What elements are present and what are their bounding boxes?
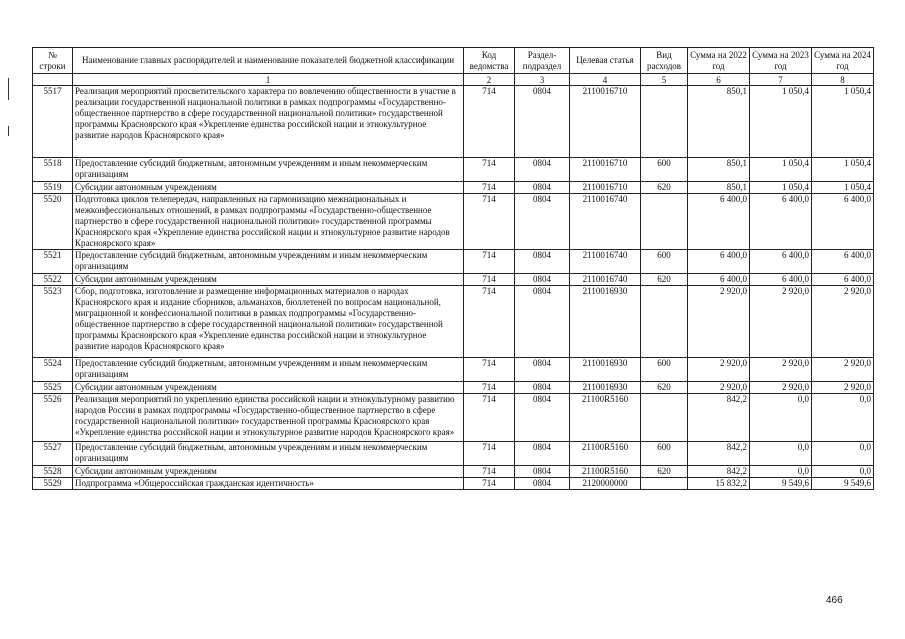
row-section: 0804 bbox=[515, 394, 570, 442]
column-number-row bbox=[33, 74, 874, 86]
table-row bbox=[33, 442, 874, 466]
row-sum-2022: 842,2 bbox=[688, 466, 750, 478]
margin-marks bbox=[8, 78, 10, 138]
row-number: 5529 bbox=[33, 478, 73, 490]
row-name: Предоставление субсидий бюджетным, автономным учреждениям и иным некоммерческим организациям bbox=[73, 442, 464, 466]
row-name: Подготовка циклов телепередач, направленных на гармонизацию межнациональных и межконфессиональных отношений, в рамках подпрограммы «Государственно-общественное партнерство в сфере государственной национальной политики» государственной программы Красноярского края «Укрепление единства российской нации и этнокультурное развитие народов Красноярского края» bbox=[73, 194, 464, 250]
column-number bbox=[33, 74, 73, 86]
row-sum-2024: 1 050,4 bbox=[812, 158, 874, 182]
budget-table bbox=[32, 47, 874, 490]
row-dept-code: 714 bbox=[464, 358, 515, 382]
row-sum-2022: 6 400,0 bbox=[688, 194, 750, 250]
header-dept-code: Код ведомства bbox=[464, 48, 515, 74]
row-expense-type bbox=[641, 194, 688, 250]
table-row bbox=[33, 286, 874, 358]
row-sum-2024: 0,0 bbox=[812, 466, 874, 478]
row-target: 2110016740 bbox=[570, 250, 641, 274]
row-sum-2023: 0,0 bbox=[750, 394, 812, 442]
row-target: 2110016740 bbox=[570, 274, 641, 286]
row-target: 2110016710 bbox=[570, 86, 641, 158]
row-sum-2022: 6 400,0 bbox=[688, 250, 750, 274]
column-number: 5 bbox=[641, 74, 688, 86]
row-dept-code: 714 bbox=[464, 86, 515, 158]
row-sum-2023: 1 050,4 bbox=[750, 158, 812, 182]
row-sum-2022: 2 920,0 bbox=[688, 358, 750, 382]
row-sum-2024: 2 920,0 bbox=[812, 358, 874, 382]
row-expense-type: 600 bbox=[641, 358, 688, 382]
header-sum-2022: Сумма на 2022 год bbox=[688, 48, 750, 74]
row-sum-2024: 1 050,4 bbox=[812, 86, 874, 158]
table-row bbox=[33, 86, 874, 158]
row-section: 0804 bbox=[515, 86, 570, 158]
row-target: 2110016710 bbox=[570, 182, 641, 194]
row-name: Субсидии автономным учреждениям bbox=[73, 274, 464, 286]
row-sum-2024: 2 920,0 bbox=[812, 286, 874, 358]
row-section: 0804 bbox=[515, 358, 570, 382]
header-sum-2023: Сумма на 2023 год bbox=[750, 48, 812, 74]
row-name: Предоставление субсидий бюджетным, автономным учреждениям и иным некоммерческим организациям bbox=[73, 358, 464, 382]
table-row bbox=[33, 478, 874, 490]
table-row bbox=[33, 194, 874, 250]
budget-table-container bbox=[32, 47, 874, 490]
row-number: 5528 bbox=[33, 466, 73, 478]
row-target: 2110016930 bbox=[570, 382, 641, 394]
row-sum-2024: 9 549,6 bbox=[812, 478, 874, 490]
column-number: 8 bbox=[812, 74, 874, 86]
row-name: Реализация мероприятий просветительского характера по вовлечению общественности в участие в реализации государственной национальной политики в рамках подпрограммы «Государственно-общественное партнерство в сфере государственной национальной политики» государственной программы Красноярского края «Укрепление единства российской нации и этнокультурное развитие народов Красноярского края» bbox=[73, 86, 464, 158]
row-name: Субсидии автономным учреждениям bbox=[73, 182, 464, 194]
row-number: 5521 bbox=[33, 250, 73, 274]
column-number: 6 bbox=[688, 74, 750, 86]
row-sum-2023: 1 050,4 bbox=[750, 86, 812, 158]
row-name: Субсидии автономным учреждениям bbox=[73, 466, 464, 478]
header-sum-2024: Сумма на 2024 год bbox=[812, 48, 874, 74]
row-expense-type: 620 bbox=[641, 466, 688, 478]
row-section: 0804 bbox=[515, 286, 570, 358]
row-sum-2022: 2 920,0 bbox=[688, 382, 750, 394]
row-section: 0804 bbox=[515, 182, 570, 194]
row-number: 5525 bbox=[33, 382, 73, 394]
row-sum-2023: 0,0 bbox=[750, 442, 812, 466]
column-number: 3 bbox=[515, 74, 570, 86]
page-number: 466 bbox=[826, 595, 843, 606]
row-sum-2024: 1 050,4 bbox=[812, 182, 874, 194]
table-row bbox=[33, 158, 874, 182]
row-expense-type: 620 bbox=[641, 274, 688, 286]
row-target: 21100R5160 bbox=[570, 442, 641, 466]
row-sum-2023: 6 400,0 bbox=[750, 250, 812, 274]
row-sum-2023: 6 400,0 bbox=[750, 274, 812, 286]
row-number: 5519 bbox=[33, 182, 73, 194]
row-name: Сбор, подготовка, изготовление и размещение информационных материалов о народах Красноярского края и издание сборников, альманахов, бюллетеней по вопросам национальной, миграционной и конфессиональной политики в рамках подпрограммы «Государственно-общественное партнерство в сфере государственной национальной политики» государственной программы Красноярского края «Укрепление единства российской нации и этнокультурное развитие народов Красноярского края» bbox=[73, 286, 464, 358]
row-number: 5520 bbox=[33, 194, 73, 250]
row-sum-2022: 842,2 bbox=[688, 442, 750, 466]
row-sum-2024: 0,0 bbox=[812, 442, 874, 466]
row-dept-code: 714 bbox=[464, 442, 515, 466]
row-section: 0804 bbox=[515, 442, 570, 466]
row-dept-code: 714 bbox=[464, 382, 515, 394]
header-target: Целевая статья bbox=[570, 48, 641, 74]
row-section: 0804 bbox=[515, 158, 570, 182]
row-dept-code: 714 bbox=[464, 194, 515, 250]
row-target: 2110016930 bbox=[570, 358, 641, 382]
row-dept-code: 714 bbox=[464, 466, 515, 478]
row-expense-type: 620 bbox=[641, 182, 688, 194]
row-expense-type bbox=[641, 478, 688, 490]
table-row bbox=[33, 394, 874, 442]
table-row bbox=[33, 382, 874, 394]
row-name: Подпрограмма «Общероссийская гражданская идентичность» bbox=[73, 478, 464, 490]
row-number: 5518 bbox=[33, 158, 73, 182]
row-target: 21100R5160 bbox=[570, 466, 641, 478]
row-section: 0804 bbox=[515, 250, 570, 274]
row-sum-2024: 6 400,0 bbox=[812, 250, 874, 274]
table-row bbox=[33, 182, 874, 194]
row-sum-2023: 6 400,0 bbox=[750, 194, 812, 250]
row-number: 5524 bbox=[33, 358, 73, 382]
row-number: 5527 bbox=[33, 442, 73, 466]
column-number: 4 bbox=[570, 74, 641, 86]
row-sum-2024: 2 920,0 bbox=[812, 382, 874, 394]
row-dept-code: 714 bbox=[464, 274, 515, 286]
header-expense-type: Вид расходов bbox=[641, 48, 688, 74]
row-sum-2024: 0,0 bbox=[812, 394, 874, 442]
row-number: 5522 bbox=[33, 274, 73, 286]
row-sum-2024: 6 400,0 bbox=[812, 194, 874, 250]
row-sum-2023: 1 050,4 bbox=[750, 182, 812, 194]
row-dept-code: 714 bbox=[464, 250, 515, 274]
row-expense-type bbox=[641, 86, 688, 158]
row-sum-2023: 2 920,0 bbox=[750, 358, 812, 382]
row-target: 2110016710 bbox=[570, 158, 641, 182]
header-section: Раздел-подраздел bbox=[515, 48, 570, 74]
row-number: 5517 bbox=[33, 86, 73, 158]
row-name: Предоставление субсидий бюджетным, автономным учреждениям и иным некоммерческим организациям bbox=[73, 250, 464, 274]
row-sum-2022: 842,2 bbox=[688, 394, 750, 442]
row-sum-2023: 0,0 bbox=[750, 466, 812, 478]
row-section: 0804 bbox=[515, 466, 570, 478]
row-sum-2023: 2 920,0 bbox=[750, 286, 812, 358]
row-dept-code: 714 bbox=[464, 478, 515, 490]
row-sum-2023: 9 549,6 bbox=[750, 478, 812, 490]
row-sum-2022: 2 920,0 bbox=[688, 286, 750, 358]
row-expense-type: 600 bbox=[641, 442, 688, 466]
row-target: 21100R5160 bbox=[570, 394, 641, 442]
row-section: 0804 bbox=[515, 194, 570, 250]
table-row bbox=[33, 250, 874, 274]
column-number: 1 bbox=[73, 74, 464, 86]
row-sum-2024: 6 400,0 bbox=[812, 274, 874, 286]
row-sum-2022: 850,1 bbox=[688, 182, 750, 194]
row-name: Субсидии автономным учреждениям bbox=[73, 382, 464, 394]
row-sum-2023: 2 920,0 bbox=[750, 382, 812, 394]
table-row bbox=[33, 358, 874, 382]
row-number: 5523 bbox=[33, 286, 73, 358]
row-dept-code: 714 bbox=[464, 286, 515, 358]
column-number: 2 bbox=[464, 74, 515, 86]
row-sum-2022: 6 400,0 bbox=[688, 274, 750, 286]
row-expense-type: 600 bbox=[641, 158, 688, 182]
row-expense-type: 600 bbox=[641, 250, 688, 274]
row-sum-2022: 850,1 bbox=[688, 158, 750, 182]
table-row bbox=[33, 274, 874, 286]
row-name: Реализация мероприятий по укреплению единства российской нации и этнокультурному развитию народов России в рамках подпрограммы «Государственно-общественное партнерство в сфере государственной национальной политики» государственной программы Красноярского края «Укрепление единства российской нации и этнокультурное развитие народов Красноярского края» bbox=[73, 394, 464, 442]
row-number: 5526 bbox=[33, 394, 73, 442]
row-expense-type bbox=[641, 286, 688, 358]
row-target: 2110016930 bbox=[570, 286, 641, 358]
row-expense-type: 620 bbox=[641, 382, 688, 394]
row-section: 0804 bbox=[515, 382, 570, 394]
row-name: Предоставление субсидий бюджетным, автономным учреждениям и иным некоммерческим организациям bbox=[73, 158, 464, 182]
row-dept-code: 714 bbox=[464, 394, 515, 442]
header-name: Наименование главных распорядителей и наименование показателей бюджетной классификации bbox=[73, 48, 464, 74]
row-sum-2022: 15 832,2 bbox=[688, 478, 750, 490]
row-section: 0804 bbox=[515, 478, 570, 490]
row-section: 0804 bbox=[515, 274, 570, 286]
column-number: 7 bbox=[750, 74, 812, 86]
table-row bbox=[33, 466, 874, 478]
table-header-row bbox=[33, 48, 874, 74]
row-dept-code: 714 bbox=[464, 158, 515, 182]
row-dept-code: 714 bbox=[464, 182, 515, 194]
table-body bbox=[33, 86, 874, 490]
row-target: 2110016740 bbox=[570, 194, 641, 250]
row-sum-2022: 850,1 bbox=[688, 86, 750, 158]
row-target: 2120000000 bbox=[570, 478, 641, 490]
row-expense-type bbox=[641, 394, 688, 442]
header-row-no: № строки bbox=[33, 48, 73, 74]
